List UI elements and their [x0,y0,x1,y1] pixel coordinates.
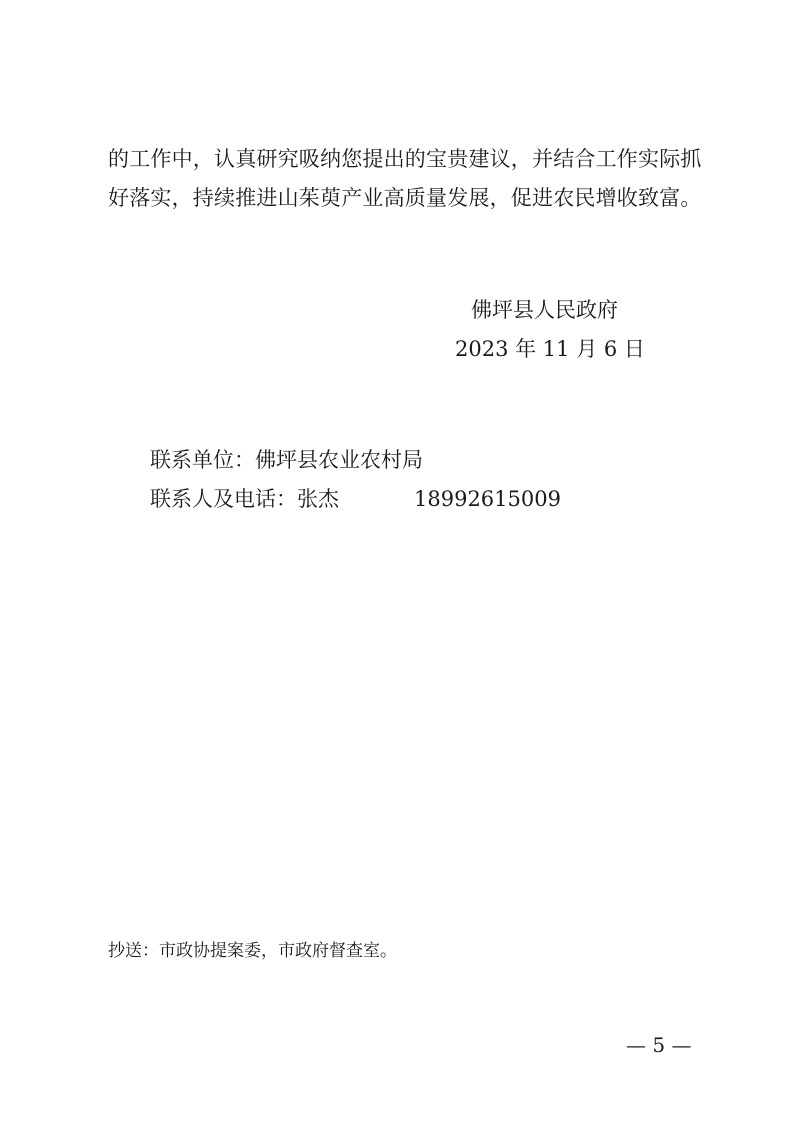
contact-person-line [150,487,561,511]
page-number: — 5 — [626,1033,692,1057]
contact-phone: 18992615009 [414,487,561,511]
contact-unit: 联系单位：佛坪县农业农村局 [150,448,423,472]
body-text-line-2: 好落实，持续推进山茱萸产业高质量发展，促进农民增收致富。 [108,186,702,210]
contact-person: 联系人及电话：张杰 [150,487,339,511]
signature-date: 2023 年 11 月 6 日 [455,337,645,361]
cc-recipients: 抄送：市政协提案委，市政府督查室。 [108,941,397,961]
body-text-line-1: 的工作中，认真研究吸纳您提出的宝贵建议，并结合工作实际抓 [108,147,702,171]
signature-organization: 佛坪县人民政府 [471,298,618,322]
